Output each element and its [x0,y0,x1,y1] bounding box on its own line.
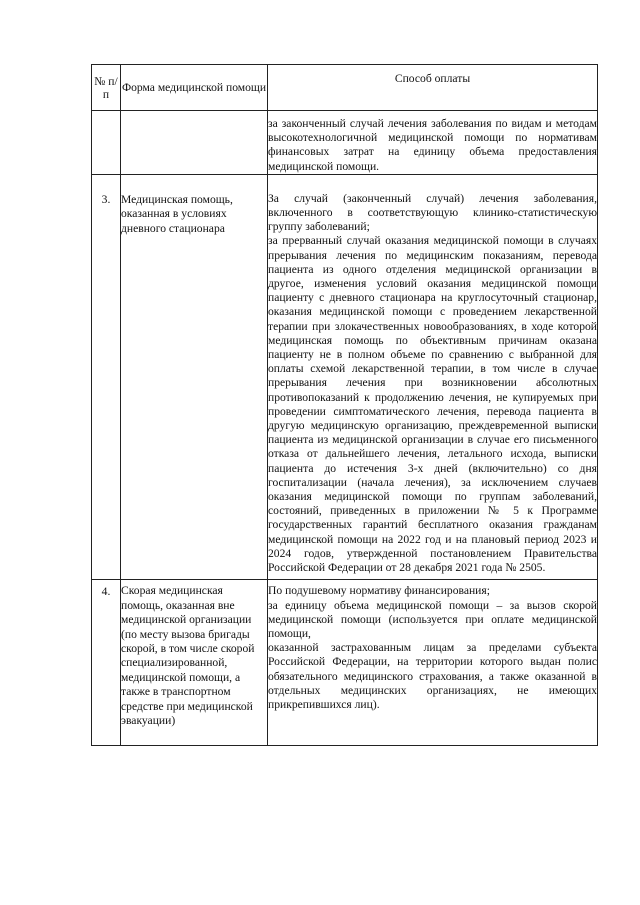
care-form-cell: Медицинская помощь, оказанная в условиях дневного стационара [121,174,268,579]
table-header-row [92,65,598,111]
row-number: 3. [92,174,121,579]
payment-paragraph: за законченный случай лечения заболевания по видам и методам высокотехнологичной медицинской помощи по нормативам финансовых затрат на единицу объема предоставления медицинской помощи. [268,117,597,173]
payment-paragraph: за единицу объема медицинской помощи – за вызов скорой медицинской помощи (используется при оплате медицинской помощи, [268,598,597,640]
payment-method-cell [268,174,598,579]
care-form-cell: Скорая медицинская помощь, оказанная вне медицинской организации (по месту вызова бригады скорой, в том числе скорой специализированной, медицинской помощи, а также в транспортном средстве при медицинской эвакуации) [121,580,268,746]
payment-paragraph: По подушевому нормативу финансирования; [268,584,490,598]
payment-methods-table [91,64,598,746]
care-form-cell [121,111,268,175]
header-number: № п/п [92,65,121,111]
row-number: 4. [92,580,121,746]
table-row [92,174,598,579]
header-care-form: Форма медицинской помощи [121,65,268,111]
payment-paragraph: оказанной застрахованным лицам за пределами субъекта Российской Федерации, на территории которого выдан полис обязательного медицинского страхования, а также оказанной в отдельных медицинских организациях, не имеющих прикрепившихся лиц). [268,641,597,711]
payment-method-cell [268,111,598,175]
row-number [92,111,121,175]
payment-paragraph: за прерванный случай оказания медицинской помощи в случаях прерывания лечения по медицинским показаниям, перевода пациента из одного отделения медицинской организации в другое, изменения условий оказания медицинской помощи пациенту с дневного стационара на круглосуточный стационар, оказания медицинской помощи с проведением лекарственной терапии при злокачественных новообразованиях, в ходе которой медицинская помощь по объективным причинам оказана пациенту не в полном объеме по сравнению с выбранной для оплаты схемой лекарственной терапии, в том числе в случае прерывания лечения при возникновении абсолютных противопоказаний к продолжению лечения, не купируемых при проведении симптоматического лечения, перевода пациента в другую медицинскую организацию, преждевременной выписки пациента из медицинской организации в случае его письменного отказа от дальнейшего лечения, летального исхода, выписки пациента до истечения 3-х дней (включительно) со дня госпитализации (начала лечения), за исключением случаев оказания медицинской помощи по группам заболеваний, состояний, приведенных в приложении № 5 к Программе государственных гарантий бесплатного оказания гражданам медицинской помощи на 2022 год и на плановый период 2023 и 2024 годов, утвержденной постановлением Правительства Российской Федерации от 28 декабря 2021 года № 2505. [268,234,597,575]
header-payment-method: Способ оплаты [268,65,598,111]
payment-paragraph: За случай (законченный случай) лечения заболевания, включенного в соответствующую клинико-статистическую группу заболеваний; [268,191,597,234]
table-row [92,111,598,175]
table-row [92,580,598,746]
payment-method-cell [268,580,598,746]
